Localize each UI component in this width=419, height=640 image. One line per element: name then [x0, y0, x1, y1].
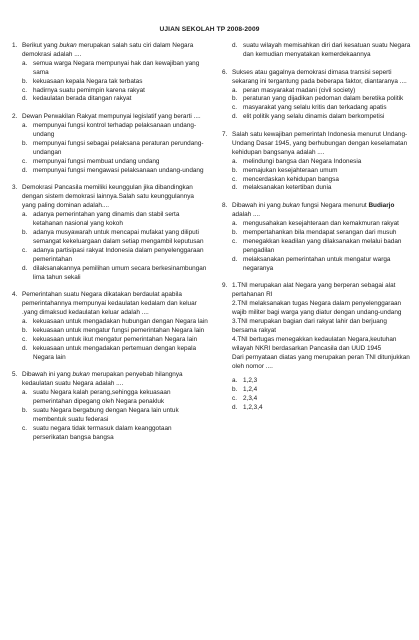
- option-a: a. peran masyarakat madani (civil society): [232, 86, 356, 94]
- question-stem: Dewan Perwakilan Rakyat mempunyai legislatif yang berarti ....: [22, 113, 201, 121]
- question-stem: Pemerintahan suatu Negara dikatakan berdaulat apabila pemerintahannya mempunyai kedaulatan kedalam dan keluar .yang dimaksud kedaulatan keluar adalah ....: [22, 291, 197, 317]
- option-b: b. 1,2,4: [232, 386, 258, 394]
- question-1: [12, 42, 208, 104]
- option-c: c. mempunyai fungsi membuat undang undang: [22, 157, 160, 165]
- statement-4: 4.TNI bertugas menegakkan kedaulatan Negara,keutuhan wilayah NKRI berdasarkan Pancasila dan UUD 1945: [232, 335, 397, 352]
- option-a: a. melindungi bangsa dan Negara Indonesia: [232, 157, 362, 165]
- option-b: b. memajukan kesejahteraan umum: [232, 166, 338, 174]
- option-b: b. mempunyai fungsi sebagai pelaksana peraturan perundang-undangan: [22, 139, 204, 156]
- option-b: b. adanya musyawarah untuk mencapai mufakat yang diliputi semangat kekeluargaan dalam setiap mengambil keputusan: [22, 229, 204, 245]
- question-number: 4.: [12, 291, 18, 299]
- option-d: d. melaksanakan pemerintahan untuk mengatur warga negaranya: [232, 255, 391, 272]
- option-c: c. menegakkan keadilan yang dilaksanakan melalui badan pengadilan: [232, 237, 402, 254]
- option-b: b. kekuasaan untuk mengatur fungsi pemerintahan Negara lain: [22, 326, 205, 334]
- question-4: [12, 291, 208, 362]
- option-b: b. peraturan yang dijadikan pedoman dalam beretika politik: [232, 95, 404, 103]
- option-c: c. 2,3,4: [232, 395, 258, 403]
- question-9: [222, 282, 412, 413]
- question-stem: Salah satu kewajiban pemerintah Indonesia menurut Undang-Undang Dasar 1945, yang berhubungan dengan keselamatan kehidupan bangsanya adalah ....: [232, 131, 408, 156]
- option-d: d. dilaksanakannya pemilihan umum secara berkesinambungan lima tahun sekali: [22, 264, 207, 281]
- option-d: d. kekuasaan untuk mengadakan pertemuan dengan kepala Negara lain: [22, 344, 197, 361]
- option-a: a. mempunyai fungsi kontrol terhadap pelaksanaan undang-undang: [22, 122, 197, 139]
- option-c: c. hadirnya suatu pemimpin karena rakyat: [22, 86, 145, 94]
- option-a: a. adanya pemerintahan yang dinamis dan stabil serta ketahanan nasional yang kokoh: [22, 211, 180, 228]
- question-number: 8.: [222, 202, 228, 210]
- option-a: a. mengusahakan kesejahteraan dan kemakmuran rakyat: [232, 220, 399, 228]
- question-stem: Demokrasi Pancasila memiliki keunggulan jika dibandingkan dengan sistem demokrasi lainnya.Salah satu keunggulannya yang paling dominan adalah....: [22, 184, 194, 210]
- question-prompt: Dari pernyataan diatas yang merupakan peran TNI ditunjukkan oleh nomor ....: [232, 353, 410, 370]
- question-number: 9.: [222, 282, 228, 290]
- question-stem: Dibawah ini yang bukan fungsi Negara menurut Budiarjo adalah ....: [232, 202, 395, 219]
- question-number: 6.: [222, 68, 228, 76]
- option-b: b. suatu Negara bergabung dengan Negara lain untuk membentuk suatu federasi: [22, 407, 179, 423]
- option-d: d. 1,2,3,4: [232, 404, 263, 412]
- option-b: b. mempertahankan bila mendapat serangan dari musuh: [232, 228, 397, 236]
- option-a: a. kekuasaan untuk mengadakan hubungan dengan Negara lain: [22, 318, 208, 326]
- question-8: [222, 202, 412, 273]
- question-stem: Dibawah ini yang bukan merupakan penyebab hilangnya kedaulatan suatu Negara adalah ....: [22, 371, 183, 388]
- option-d: d. melaksanakan ketertiban dunia: [232, 184, 332, 192]
- statement-3: 3.TNI merupakan bagian dari rakyat lahir dan berjuang bersama rakyat: [232, 318, 387, 334]
- question-number: 3.: [12, 184, 18, 192]
- option-c: c. kekuasaan untuk ikut mengatur pemerintahan Negara lain: [22, 335, 198, 343]
- question-2: [12, 113, 208, 175]
- option-b: b. kekuasaan kepala Negara tak terbatas: [22, 77, 143, 85]
- option-c: c. mencerdaskan kehidupan bangsa: [232, 175, 339, 183]
- question-number: 1.: [12, 42, 18, 49]
- left-column: [12, 42, 208, 452]
- option-c: c. adanya partisipasi rakyat Indonesia dalam penyelenggaraan pemerintahan: [22, 246, 204, 263]
- question-number: 7.: [222, 131, 228, 139]
- question-5: [12, 371, 208, 442]
- option-c: c. masyarakat yang selalu kritis dan terkadang apatis: [232, 104, 387, 112]
- option-a: a. 1,2,3: [232, 377, 258, 385]
- option-d: d. suatu wilayah memisahkan diri dari kesatuan suatu Negara dan kemudian menyatakan kemerdekaannya: [232, 42, 411, 58]
- option-c: c. suatu negara tidak termasuk dalam keanggotaan perserikatan bangsa bangsa: [22, 424, 172, 441]
- question-7: [222, 131, 412, 193]
- option-a: a. semua warga Negara mempunyai hak dan kewajiban yang sama: [22, 59, 200, 76]
- option-d: d. kedaulatan berada ditangan rakyat: [22, 95, 132, 103]
- option-d: d. mempunyai fungsi mengawasi pelaksanaan undang-undang: [22, 166, 204, 174]
- option-a: a. suatu Negara kalah perang,sehingga kekuasaan pemerintahan dipegang oleh Negara penakluk: [22, 389, 171, 406]
- statement-1: 1.TNI merupakan alat Negara yang berperan sebagai alat pertahanan RI: [232, 282, 396, 299]
- option-d: d. elit politik yang selalu dinamis dalam berkompetisi: [232, 113, 385, 121]
- question-number: 5.: [12, 371, 18, 379]
- right-column: [222, 42, 412, 422]
- question-number: 2.: [12, 113, 18, 121]
- question-6: [222, 69, 412, 122]
- question-stem: Sukses atau gagalnya demokrasi dimasa transisi seperti sekarang ini tergantung pada beberapa faktor, diantaranya ....: [232, 68, 407, 85]
- statement-2: 2.TNI melaksanakan tugas Negara dalam penyelenggaraan wajib militer bagi warga yang diatur dengan undang-undang: [232, 300, 402, 317]
- question-5-continued: [222, 42, 412, 60]
- question-3: [12, 184, 208, 282]
- question-stem: Berikut yang bukan merupakan salah satu ciri dalam Negara demokrasi adalah ....: [22, 42, 194, 58]
- exam-title: UJIAN SEKOLAH TP 2008-2009: [159, 26, 260, 33]
